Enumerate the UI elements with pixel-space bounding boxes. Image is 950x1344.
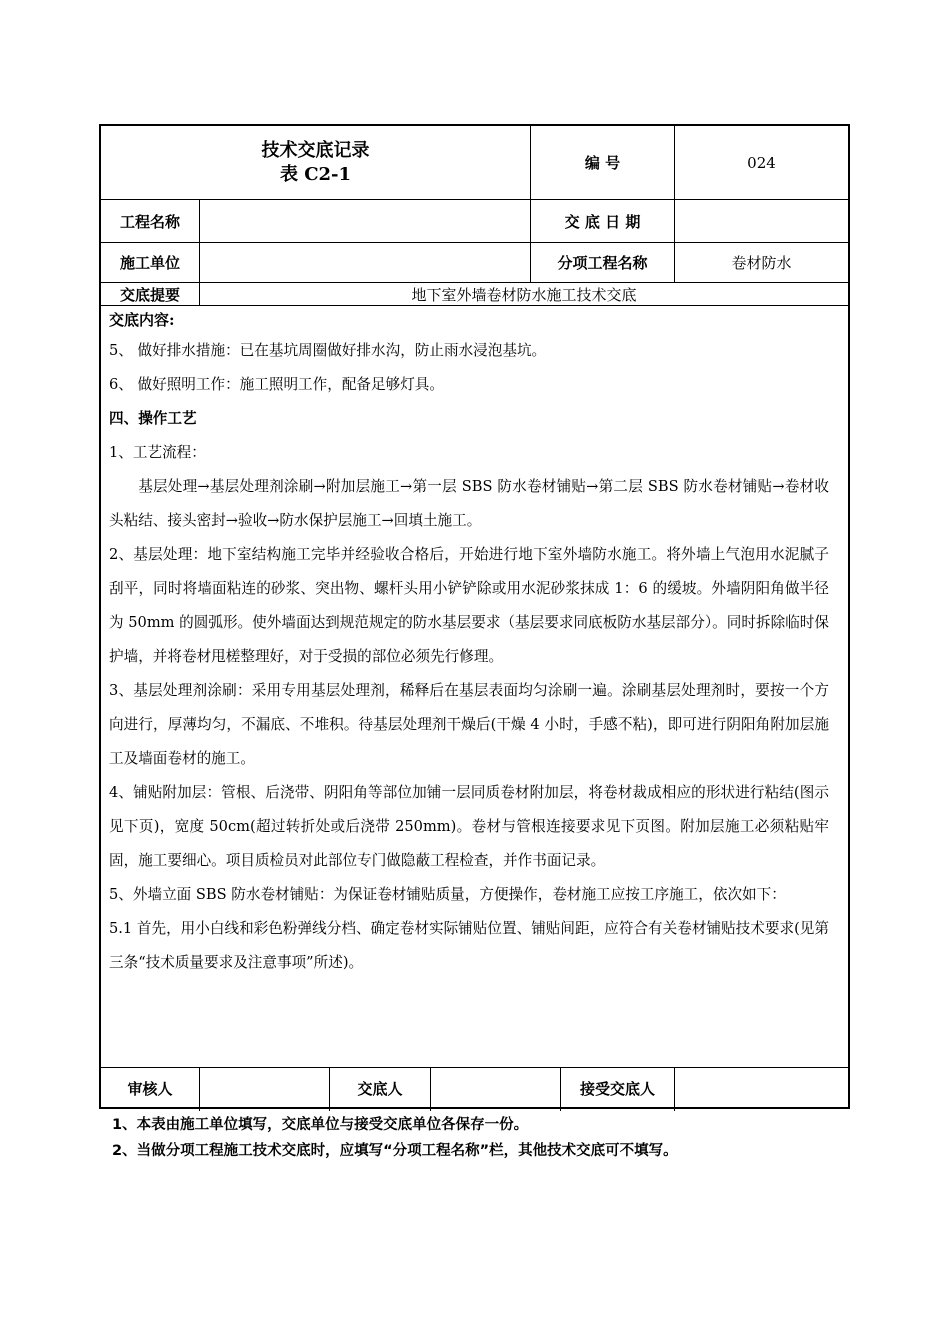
content-paragraph: 6、 做好照明工作：施工照明工作，配备足够灯具。	[109, 376, 444, 393]
handover-date-field[interactable]	[675, 200, 848, 242]
section-heading: 四、操作工艺	[109, 410, 197, 427]
summary-value: 地下室外墙卷材防水施工技术交底	[411, 285, 637, 304]
content-paragraph: 3、基层处理剂涂刷：采用专用基层处理剂，稀释后在基层表面均匀涂刷一遍。涂刷基层处理剂时，要按一个方向进行，厚薄均匀，不漏底、不堆积。待基层处理剂干燥后(干燥 4 小时，手感不粘)，即可进行阴阳角附加层施工及墙面卷材的施工。	[109, 682, 829, 767]
form-title-code: 表 C2-1	[279, 163, 352, 185]
discloser-label: 交底人	[357, 1080, 403, 1098]
footer-note: 2、当做分项工程施工技术交底时，应填写“分项工程名称”栏，其他技术交底可不填写。	[112, 1143, 678, 1159]
content-paragraph: 4、铺贴附加层：管根、后浇带、阴阳角等部位加铺一层同质卷材附加层，将卷材裁成相应的形状进行粘结(图示见下页)，宽度 50cm(超过转折处或后浇带 250mm)。卷材与管根连接要求见下页图。附加层施工必须粘贴牢固，施工要细心。项目质检员对此部位专门做隐蔽工程检查，并作书面记录。	[109, 784, 829, 869]
project-name-field[interactable]	[200, 200, 530, 242]
sub-project-value: 卷材防水	[731, 254, 792, 272]
footer-note: 1、本表由施工单位填写，交底单位与接受交底单位各保存一份。	[112, 1117, 529, 1133]
handover-date-label: 交 底 日 期	[564, 212, 641, 231]
footer-notes	[112, 1112, 678, 1164]
form-title	[101, 126, 530, 199]
reviewer-label: 审核人	[127, 1080, 173, 1098]
number-value: 024	[747, 153, 776, 172]
content-paragraph: 5.1 首先，用小白线和彩色粉弹线分档、确定卷材实际铺贴位置、铺贴间距，应符合有关卷材铺贴技术要求(见第三条“技术质量要求及注意事项”所述)。	[109, 920, 829, 971]
content-body	[109, 334, 829, 980]
receiver-label: 接受交底人	[579, 1080, 655, 1098]
process-flow: 基层处理→基层处理剂涂刷→附加层施工→第一层 SBS 防水卷材铺贴→第二层 SBS 防水卷材铺贴→卷材收头粘结、接头密封→验收→防水保护层施工→回填土施工。	[109, 478, 829, 529]
handover-record-form	[99, 124, 850, 1109]
project-name-label: 工程名称	[119, 212, 180, 231]
form-title-main: 技术交底记录	[261, 139, 370, 161]
content-paragraph: 2、基层处理：地下室结构施工完毕并经验收合格后，开始进行地下室外墙防水施工。将外墙上气泡用水泥腻子刮平，同时将墙面粘连的砂浆、突出物、螺杆头用小铲铲除或用水泥砂浆抹成 1：6 的缓坡。外墙阴阳角做半径为 50mm 的圆弧形。使外墙面达到规范规定的防水基层要求（基层要求同底板防水基层部分）。同时拆除临时保护墙，并将卷材甩槎整理好，对于受损的部位必须先行修理。	[109, 546, 829, 665]
sub-project-label: 分项工程名称	[557, 254, 648, 272]
content-paragraph: 1、工艺流程：	[109, 444, 206, 461]
row-divider	[101, 305, 848, 306]
discloser-field[interactable]	[431, 1068, 560, 1109]
construction-unit-field[interactable]	[200, 243, 530, 282]
content-paragraph: 5、 做好排水措施：已在基坑周圈做好排水沟，防止雨水浸泡基坑。	[109, 342, 547, 359]
content-heading: 交底内容:	[109, 311, 175, 329]
summary-label: 交底提要	[119, 285, 180, 304]
reviewer-field[interactable]	[200, 1068, 329, 1109]
content-paragraph: 5、外墙立面 SBS 防水卷材铺贴：为保证卷材铺贴质量，方便操作，卷材施工应按工序施工，依次如下：	[109, 886, 786, 903]
number-label: 编 号	[584, 154, 621, 172]
construction-unit-label: 施工单位	[119, 254, 180, 272]
receiver-field[interactable]	[675, 1068, 848, 1109]
